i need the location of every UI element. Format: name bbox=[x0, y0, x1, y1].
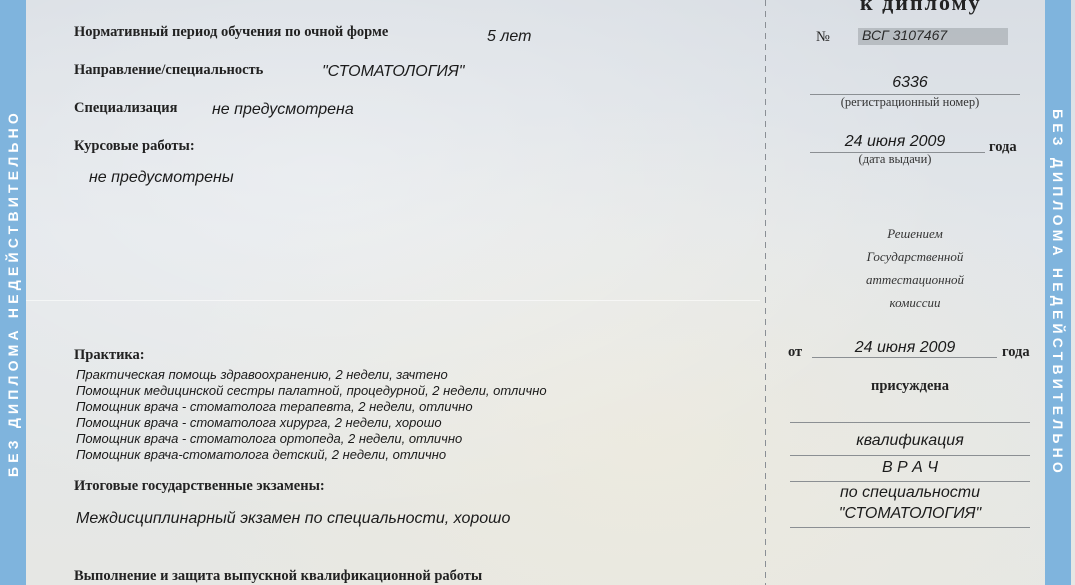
practice-item: Помощник врача - стоматолога хирурга, 2 недели, хорошо bbox=[76, 415, 442, 430]
practice-item: Помощник врача - стоматолога терапевта, 2 недели, отлично bbox=[76, 399, 473, 414]
period-label: Нормативный период обучения по очной форме bbox=[74, 24, 389, 40]
number-sign: № bbox=[816, 29, 830, 45]
awarded-line bbox=[790, 422, 1030, 423]
awarded-word: присуждена bbox=[871, 378, 949, 394]
coursework-label: Курсовые работы: bbox=[74, 138, 195, 154]
decision-line: Решением bbox=[887, 226, 943, 241]
header-partial: к диплому bbox=[860, 0, 982, 15]
left-stripe bbox=[0, 0, 26, 585]
decision-line: аттестационной bbox=[865, 272, 965, 287]
practice-label: Практика: bbox=[74, 347, 145, 363]
specialty-word: по специальности bbox=[840, 484, 980, 501]
decision-date-line bbox=[812, 357, 997, 358]
issue-caption: (дата выдачи) bbox=[858, 152, 932, 166]
practice-item: Помощник врача-стоматолога детский, 2 недели, отлично bbox=[76, 447, 447, 462]
qualification-line bbox=[790, 455, 1030, 456]
period-value: 5 лет bbox=[487, 28, 532, 45]
direction-label: Направление/специальность bbox=[74, 62, 264, 78]
from-word: от bbox=[788, 344, 803, 360]
right-stripe bbox=[1045, 0, 1071, 585]
reg-number: 6336 bbox=[892, 74, 928, 91]
qualification-word: квалификация bbox=[856, 432, 964, 449]
decision-year-word: года bbox=[1002, 344, 1030, 360]
right-stripe-text: БЕЗ ДИПЛОМА НЕДЕЙСТВИТЕЛЬНО bbox=[1050, 108, 1066, 477]
practice-item: Помощник медицинской сестры палатной, процедурной, 2 недели, отлично bbox=[76, 383, 547, 398]
paper-fold bbox=[0, 300, 760, 301]
reg-caption: (регистрационный номер) bbox=[840, 95, 980, 109]
specialization-label: Специализация bbox=[74, 100, 178, 116]
qualification-value: В Р А Ч bbox=[881, 459, 939, 476]
specialization-value: не предусмотрена bbox=[212, 101, 354, 118]
specialty-line bbox=[790, 527, 1030, 528]
issue-date: 24 июня 2009 bbox=[844, 133, 946, 150]
specialty-value: "СТОМАТОЛОГИЯ" bbox=[838, 505, 982, 522]
exams-value: Междисциплинарный экзамен по специальности, хорошо bbox=[76, 510, 511, 527]
practice-item: Помощник врача - стоматолога ортопеда, 2 недели, отлично bbox=[76, 431, 463, 446]
coursework-value: не предусмотрены bbox=[89, 169, 234, 186]
decision-date: 24 июня 2009 bbox=[854, 339, 956, 356]
thesis-label: Выполнение и защита выпускной квалификационной работы bbox=[74, 568, 483, 584]
column-divider bbox=[765, 0, 766, 585]
qualification-value-line bbox=[790, 481, 1030, 482]
diploma-number: ВСГ 3107467 bbox=[862, 27, 948, 43]
exams-label: Итоговые государственные экзамены: bbox=[74, 478, 325, 494]
direction-value: "СТОМАТОЛОГИЯ" bbox=[322, 63, 465, 80]
decision-line: комиссии bbox=[889, 295, 941, 310]
issue-year-word: года bbox=[989, 139, 1017, 155]
practice-item: Практическая помощь здравоохранению, 2 недели, зачтено bbox=[76, 367, 448, 382]
decision-line: Государственной bbox=[866, 249, 964, 264]
left-stripe-text: БЕЗ ДИПЛОМА НЕДЕЙСТВИТЕЛЬНО bbox=[5, 108, 21, 477]
